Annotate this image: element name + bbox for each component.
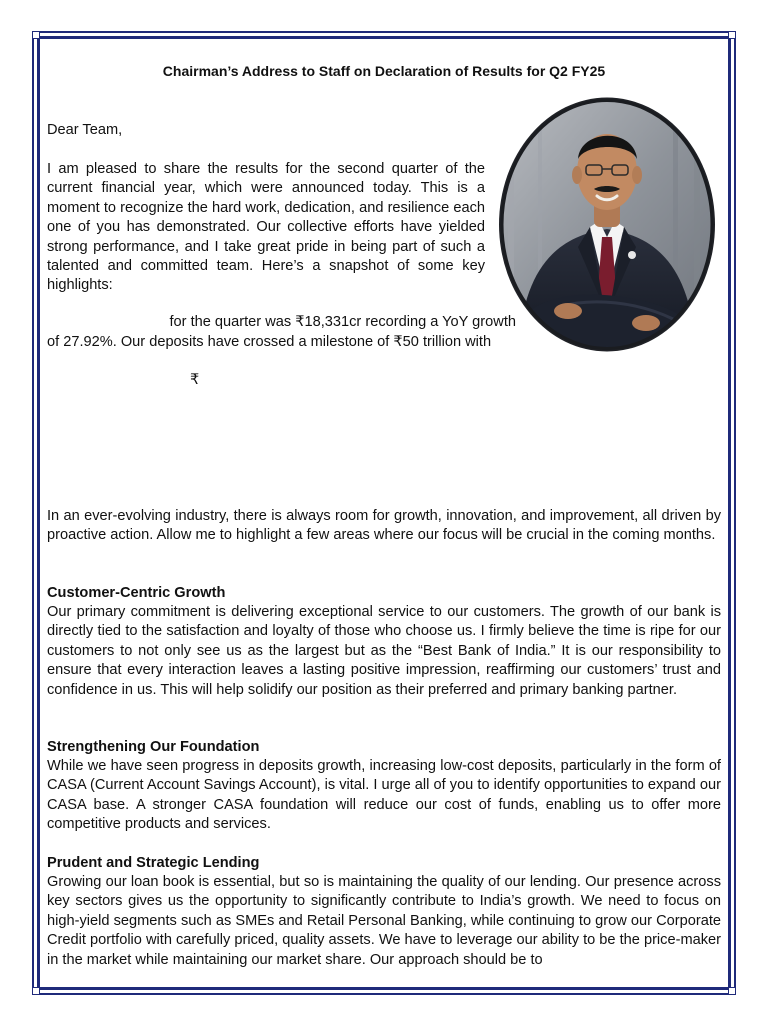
- rupee-symbol: ₹: [190, 372, 200, 388]
- intro-paragraph: I am pleased to share the results for the second quarter of the current financial year, which were announced today. This is a moment to recognize the hard work, dedication, and resilience each one of you has demonstrated. Our collective efforts have yielded strong performance, and I take great pride in being part of such a talented and committed team. Here’s a snapshot of some key highlights:: [47, 161, 485, 294]
- border-corner-ornament: [32, 31, 40, 39]
- highlight-line-2: of 27.92%. Our deposits have crossed a milestone of ₹50 trillion with: [47, 334, 492, 350]
- salutation: Dear Team,: [47, 122, 123, 138]
- document-title: Chairman’s Address to Staff on Declaration of Results for Q2 FY25: [162, 63, 606, 79]
- focus-intro-paragraph: In an ever-evolving industry, there is always room for growth, innovation, and improvement, all driven by proactive action. Allow me to highlight a few areas where our focus will be crucial in the coming months.: [47, 508, 721, 544]
- border-corner-ornament: [32, 987, 40, 995]
- border-corner-ornament: [728, 31, 736, 39]
- section-body-customer-centric-growth: Our primary commitment is delivering exceptional service to our customers. The growth of our bank is directly tied to the satisfaction and loyalty of those who choose us. I firmly believe the time is ripe for our customers to not only see us as the largest but as the “Best Bank of India.” It is our responsibility to ensure that every interaction leaves a lasting positive impression, reaffirming our customers’ trust and confidence in us. This will help solidify our position as their preferred and primary banking partner.: [47, 604, 721, 698]
- section-heading-strengthening-our-foundation: Strengthening Our Foundation: [47, 739, 260, 755]
- section-heading-prudent-strategic-lending: Prudent and Strategic Lending: [47, 855, 260, 871]
- border-corner-ornament: [728, 987, 736, 995]
- highlight-line-1: for the quarter was ₹18,331cr recording a YoY growth: [169, 314, 516, 330]
- section-body-strengthening-our-foundation: While we have seen progress in deposits growth, increasing low-cost deposits, particularly in the form of CASA (Current Account Savings Account), is vital. I urge all of you to identify opportunities to expand our CASA base. A stronger CASA foundation will reduce our cost of funds, enabling us to offer more competitive products and services.: [47, 758, 721, 833]
- chairman-portrait: [498, 97, 716, 352]
- section-body-prudent-strategic-lending: Growing our loan book is essential, but so is maintaining the quality of our lending. Our presence across key sectors gives us the opportunity to significantly contribute to India’s growth. We need to focus on high-yield segments such as SMEs and Retail Personal Banking, while continuing to grow our Corporate Credit portfolio with carefully priced, quality assets. We have to leverage our ability to be the price-maker in the market while maintaining our market share. Our approach should be to: [47, 874, 721, 968]
- section-heading-customer-centric-growth: Customer-Centric Growth: [47, 585, 226, 601]
